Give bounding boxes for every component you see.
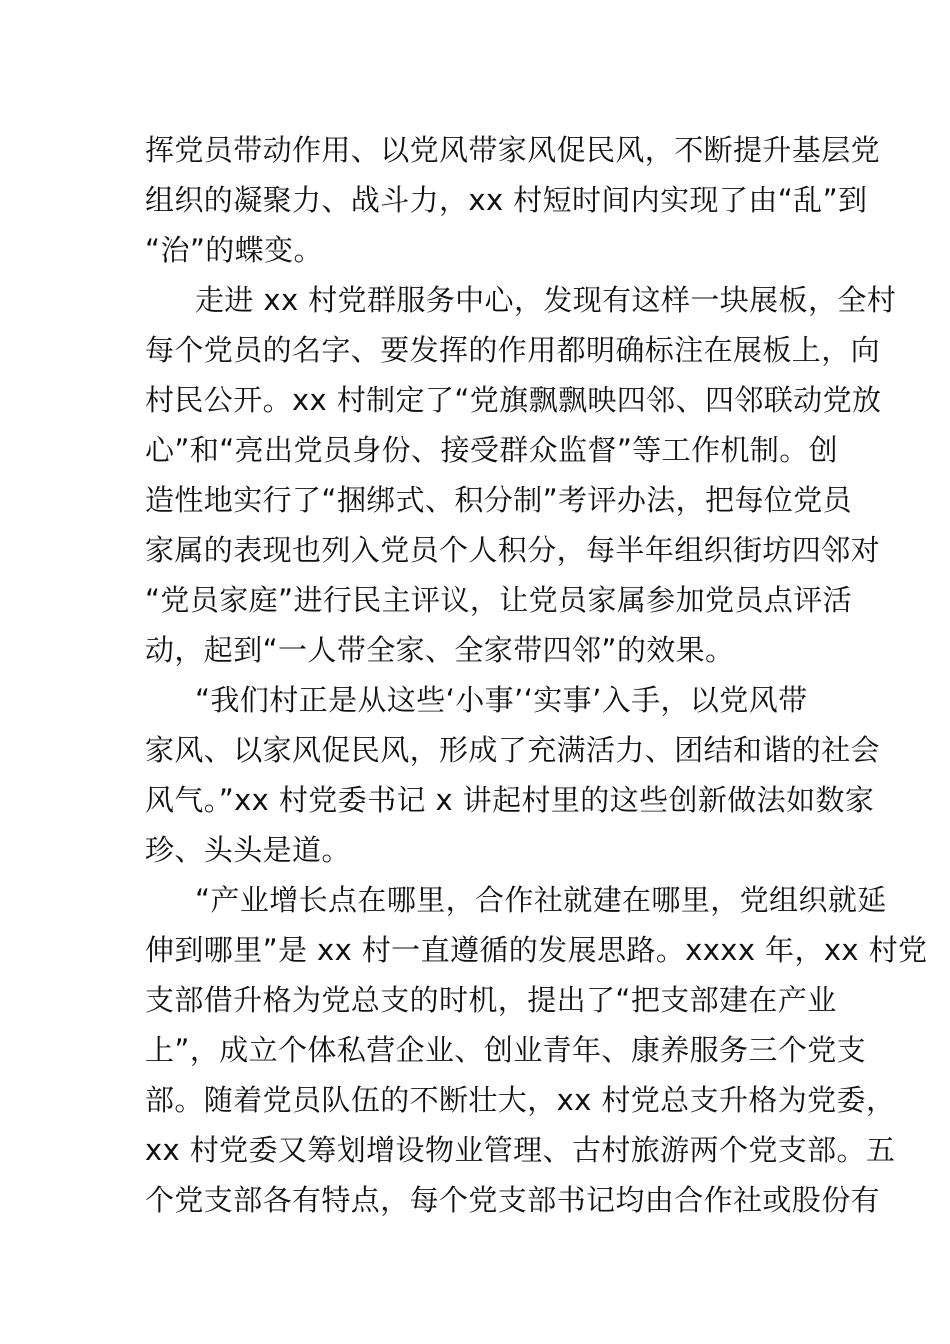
text-line: 支部借升格为党总支的时机，提出了“把支部建在产业 xyxy=(145,983,837,1017)
text-line: 珍、头头是道。 xyxy=(145,833,351,867)
text-line: 部。随着党员队伍的不断壮大，xx 村党总支升格为党委， xyxy=(145,1083,896,1117)
text-line: 动，起到“一人带全家、全家带四邻”的效果。 xyxy=(145,633,735,667)
text-line: “治”的蝶变。 xyxy=(145,233,323,267)
text-line: 组织的凝聚力、战斗力，xx 村短时间内实现了由“乱”到 xyxy=(145,183,868,217)
text-line: xx 村党委又筹划增设物业管理、古村旅游两个党支部。五 xyxy=(145,1133,896,1167)
paragraph-first-line: 走进 xx 村党群服务中心，发现有这样一块展板，全村 xyxy=(195,283,897,317)
text-line: 每个党员的名字、要发挥的作用都明确标注在展板上，向 xyxy=(145,333,881,367)
text-line: 伸到哪里”是 xx 村一直遵循的发展思路。xxxx 年，xx 村党 xyxy=(145,933,928,967)
text-line: 个党支部各有特点，每个党支部书记均由合作社或股份有 xyxy=(145,1183,881,1217)
text-line: 家属的表现也列入党员个人积分，每半年组织街坊四邻对 xyxy=(145,533,881,567)
text-line: 家风、以家风促民风，形成了充满活力、团结和谐的社会 xyxy=(145,733,881,767)
text-line: 心”和“亮出党员身份、接受群众监督”等工作机制。创 xyxy=(145,433,839,467)
text-line: “党员家庭”进行民主评议，让党员家属参加党员点评活 xyxy=(145,583,853,617)
text-line: 造性地实行了“捆绑式、积分制”考评办法，把每位党员 xyxy=(145,483,853,517)
text-line: 挥党员带动作用、以党风带家风促民风，不断提升基层党 xyxy=(145,133,881,167)
paragraph-first-line: “产业增长点在哪里，合作社就建在哪里，党组织就延 xyxy=(195,883,887,917)
paragraph-first-line: “我们村正是从这些‘小事’‘实事’入手，以党风带 xyxy=(195,683,808,717)
text-line: 风气。”xx 村党委书记 x 讲起村里的这些创新做法如数家 xyxy=(145,783,875,817)
text-line: 村民公开。xx 村制定了“党旗飘飘映四邻、四邻联动党放 xyxy=(145,383,882,417)
text-line: 上”，成立个体私营企业、创业青年、康养服务三个党支 xyxy=(145,1033,867,1067)
